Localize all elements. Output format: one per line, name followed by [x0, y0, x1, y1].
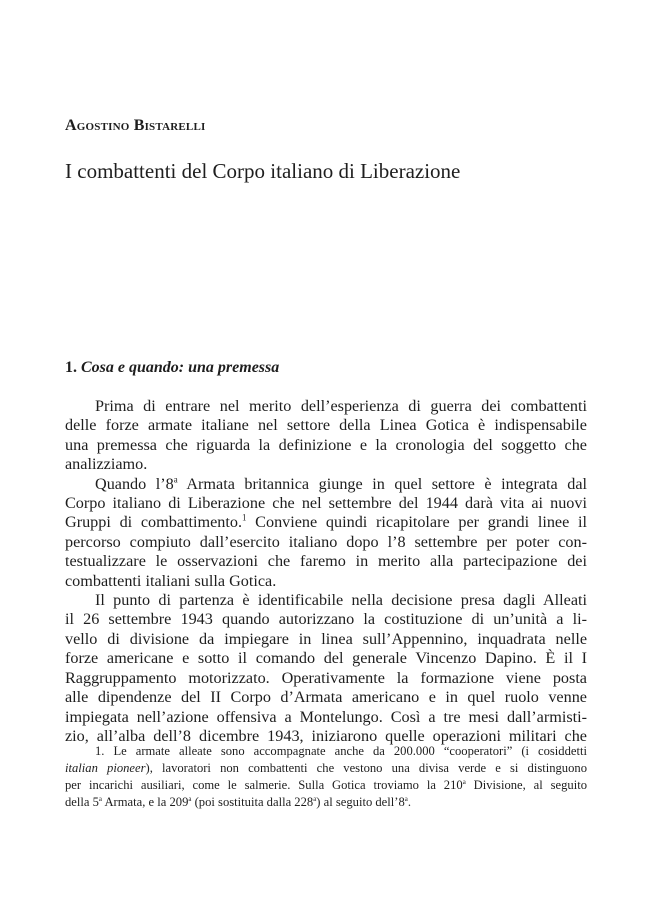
paragraph-1-line: Prima di entrare nel merito dell’esperienza di guerra dei combattenti: [95, 397, 587, 415]
paragraph-3-line: Il punto di partenza è identificabile nella decisione presa dagli Alleati: [95, 591, 587, 610]
footnote-line: della 5$^a$ Armata, e la 209$^a$ (poi sostituita dalla 228$^a$) al seguito dell’8$^a$.: [65, 795, 411, 809]
footnote-line: 1. Le armate alleate sono accompagnate anche da 200.000 “cooperatori” (i cosiddetti: [95, 744, 587, 758]
paragraph-2-line: Quando l’8$^a$ Armata britannica giunge in quel settore è integrata dal: [95, 473, 588, 493]
paragraph-2-line: percorso compiuto dall’esercito italiano dopo l’8 settembre per poter con-: [65, 532, 587, 551]
paragraph-3-line: vello di divisione da impiegare in linea sull’Appennino, inquadrata nelle: [65, 629, 587, 648]
paragraph-1-line: delle forze armate italiane nel settore della Linea Gotica è indispensabile: [65, 416, 587, 435]
section-number: 1.: [65, 359, 77, 376]
superscript: a: [173, 473, 178, 484]
superscript: a: [98, 795, 102, 803]
body-text: [65, 397, 587, 746]
paragraph-3-line: Raggruppamento motorizzato. Operativamente la formazione viene posta: [65, 668, 587, 687]
paragraph-3-line: zio, all’alba dell’8 dicembre 1943, iniziarono quelle operazioni militari che: [65, 726, 587, 745]
paragraph-2-line: combattenti italiani sulla Gotica.: [65, 571, 277, 590]
author-name: Agostino Bistarelli: [65, 117, 206, 134]
section-heading: [65, 359, 279, 377]
paragraph-1-line: analizziamo.: [65, 455, 148, 474]
superscript: a: [188, 795, 192, 803]
superscript: a: [313, 795, 317, 803]
paragraph-2-line: testualizzare le osservazioni che faremo in merito alla partecipazione dei: [65, 552, 587, 571]
paragraph-3-line: forze americane e sotto il comando del generale Vincenzo Dapino. È il I: [65, 649, 587, 668]
footnote-line: per incarichi ausiliari, come le salmerie. Sulla Gotica troviamo la 210$^a$ Divisione, al seguito: [65, 778, 588, 792]
paragraph-1-line: una premessa che riguarda la definizione e la cronologia del soggetto che: [65, 435, 587, 454]
paragraph-2-line: Gruppi di combattimento.$^1$ Conviene quindi ricapitolare per grandi linee il: [65, 512, 587, 532]
paragraph-3-line: impiegata nell’azione offensiva a Montelungo. Così a tre mesi dall’armisti-: [65, 707, 587, 726]
section-heading-text: Cosa e quando: una premessa: [81, 359, 280, 376]
paragraph-2-line: Corpo italiano di Liberazione che nel settembre del 1944 darà vita ai nuovi: [65, 494, 587, 513]
superscript: a: [462, 778, 466, 786]
paragraph-3-line: il 26 settembre 1943 quando autorizzano la costituzione di un’unità a li-: [65, 610, 587, 629]
footnote-reference[interactable]: 1: [242, 512, 247, 523]
footnote-line: italian pioneer), lavoratori non combattenti che vestono una divisa verde e si distinguono: [65, 761, 587, 775]
footnote: [65, 743, 587, 811]
chapter-title: I combattenti del Corpo italiano di Liberazione: [65, 159, 461, 183]
paragraph-3-line: alle dipendenze del II Corpo d’Armata americano e in quel ruolo venne: [65, 688, 587, 707]
superscript: a: [404, 795, 408, 803]
